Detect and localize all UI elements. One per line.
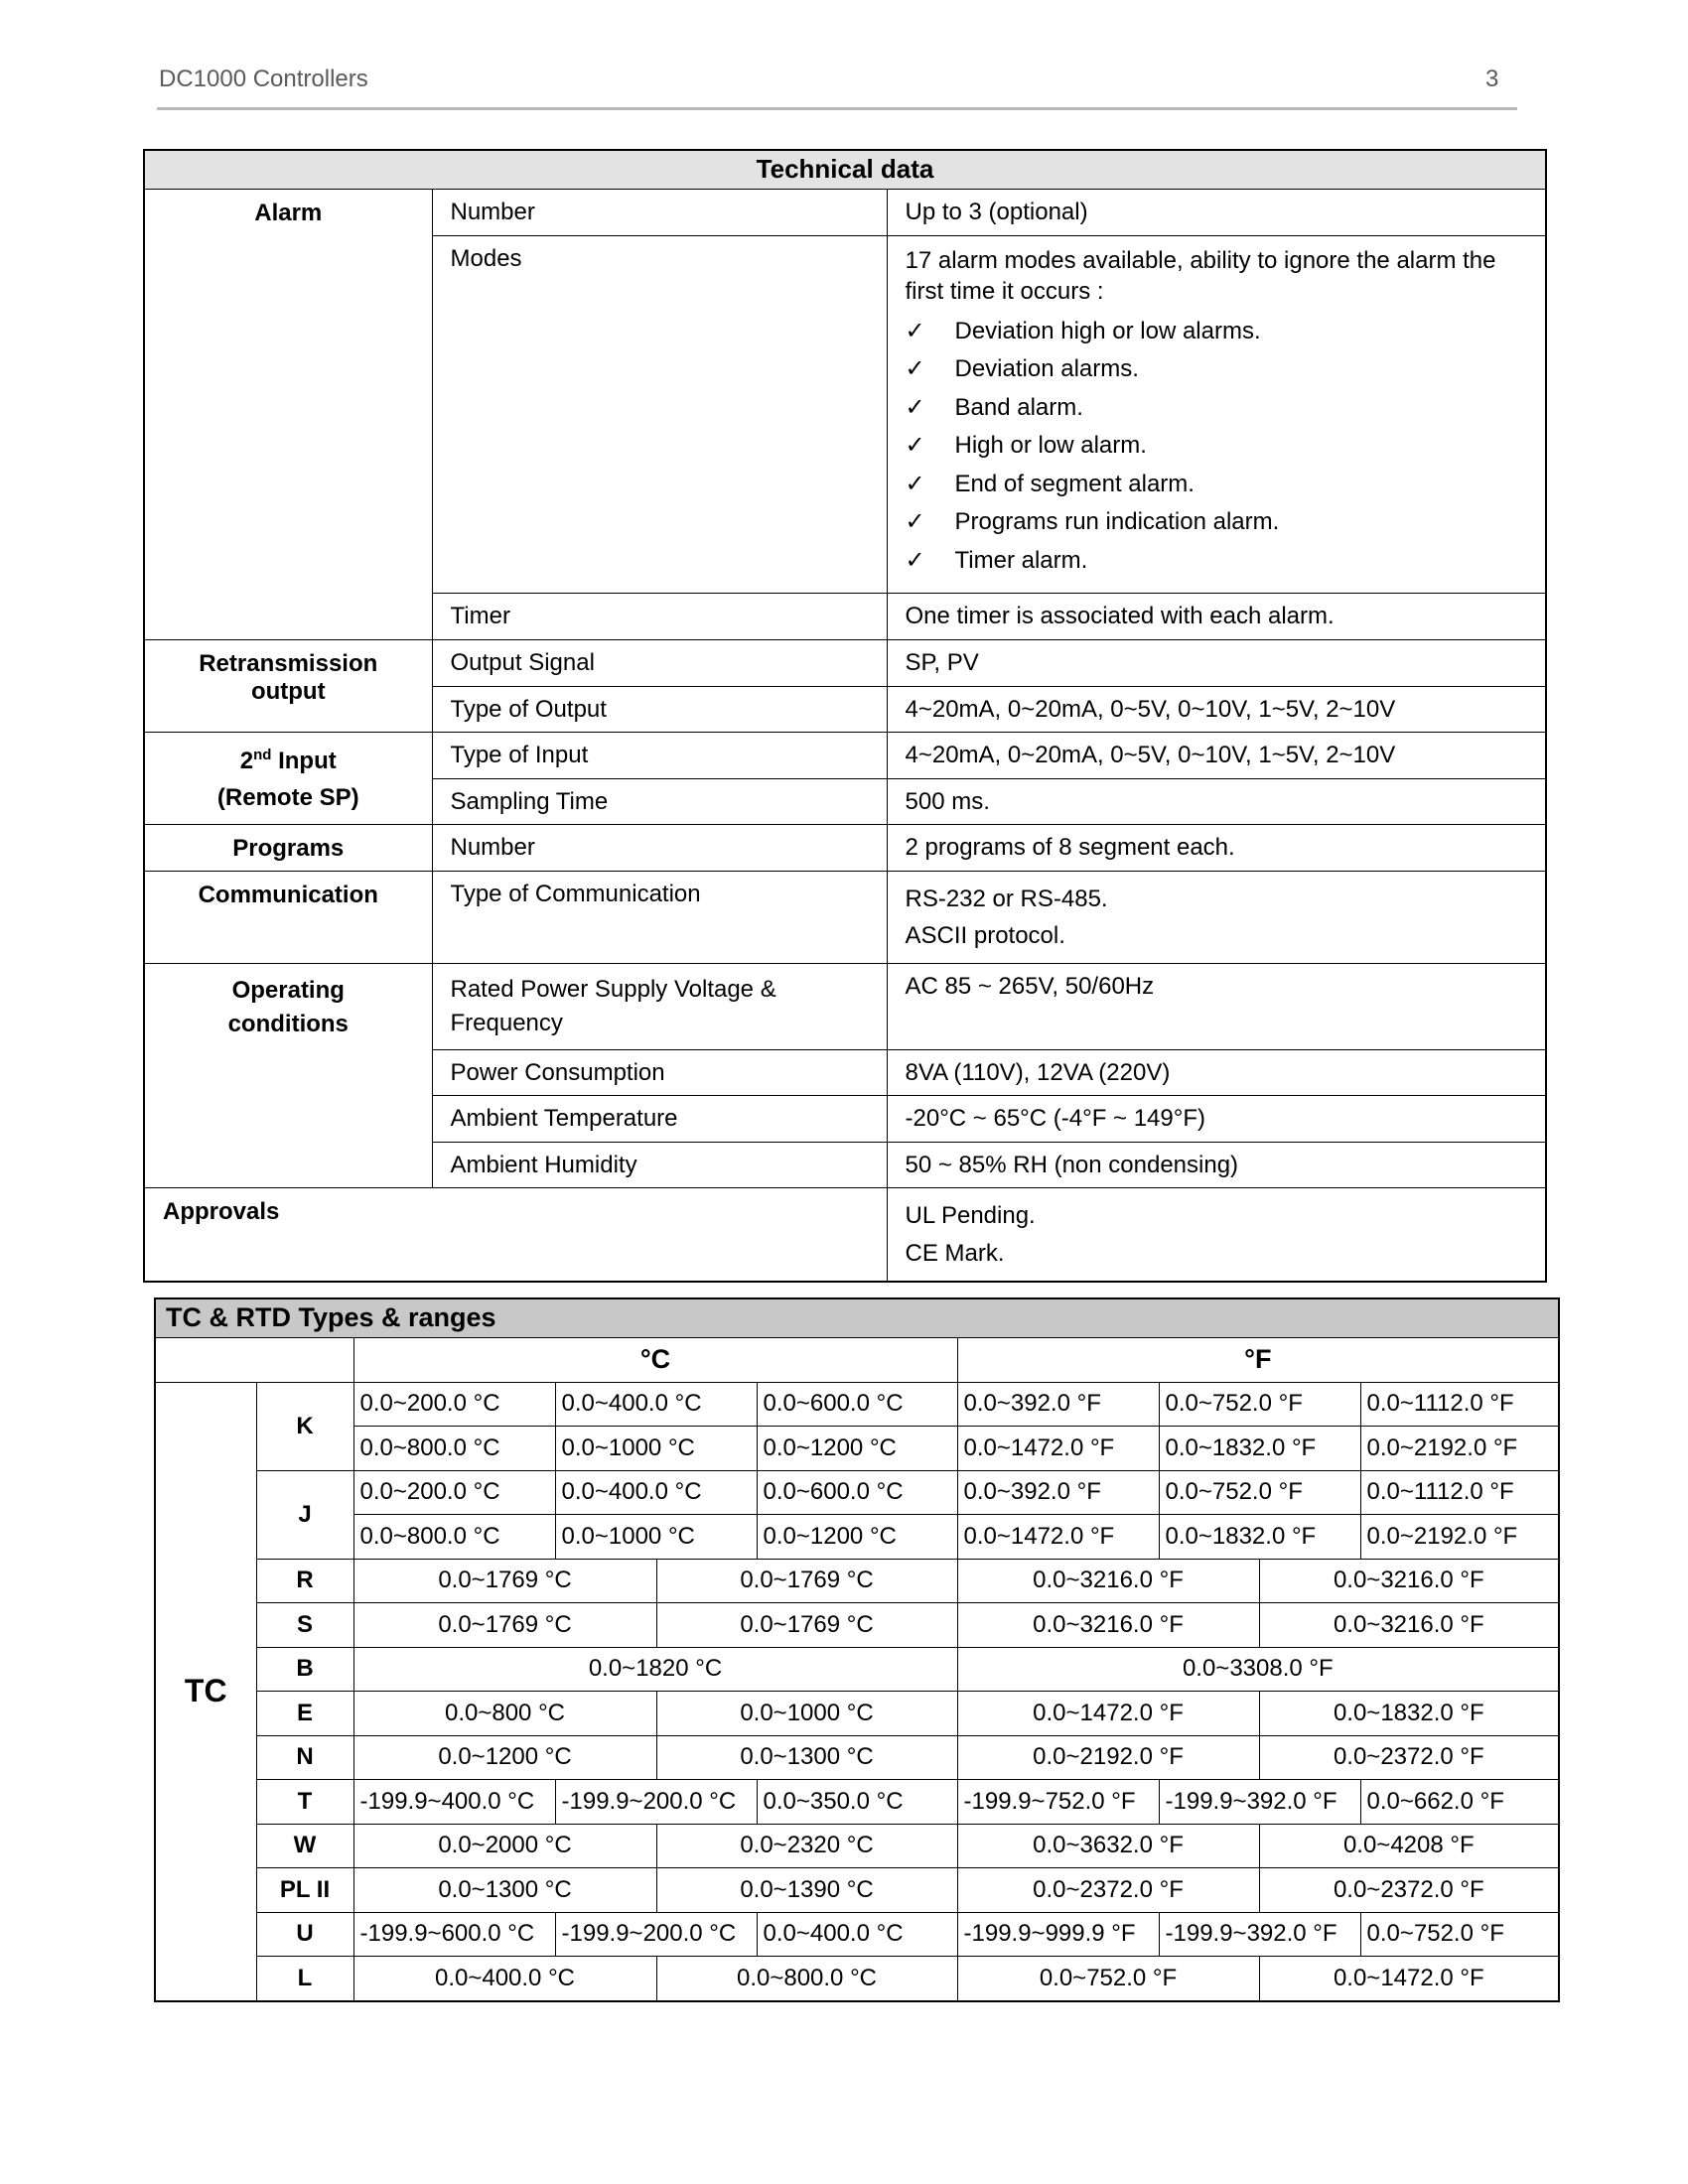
tc-rtd-title: TC & RTD Types & ranges	[155, 1298, 1559, 1338]
range-cell: 0.0~1300 °C	[353, 1868, 656, 1913]
sampling-time-label: Sampling Time	[432, 778, 887, 825]
checkmark-icon: ✓	[905, 546, 925, 574]
power-consumption-value: 8VA (110V), 12VA (220V)	[887, 1049, 1546, 1096]
range-cell: 0.0~752.0 °F	[1360, 1912, 1559, 1957]
retransmission-section-label: Retransmission output	[144, 640, 432, 733]
range-cell: 0.0~1200 °C	[757, 1427, 957, 1471]
list-item: ✓ Programs run indication alarm.	[906, 503, 1528, 542]
type-label-u: U	[256, 1912, 353, 1957]
range-cell: 0.0~752.0 °F	[1159, 1382, 1360, 1427]
range-cell: 0.0~3216.0 °F	[957, 1559, 1259, 1603]
range-cell: 0.0~1200 °C	[757, 1515, 957, 1560]
range-cell: 0.0~1000 °C	[555, 1515, 757, 1560]
sampling-time-value: 500 ms.	[887, 778, 1546, 825]
range-cell: 0.0~200.0 °C	[353, 1382, 555, 1427]
range-cell: 0.0~400.0 °C	[555, 1470, 757, 1515]
range-cell: 0.0~600.0 °C	[757, 1470, 957, 1515]
type-label-n: N	[256, 1735, 353, 1780]
range-cell: 0.0~1769 °C	[656, 1559, 957, 1603]
list-item: ✓ High or low alarm.	[906, 427, 1528, 466]
checkmark-icon: ✓	[905, 470, 925, 497]
range-cell: 0.0~1000 °C	[555, 1427, 757, 1471]
list-item: ✓ Deviation high or low alarms.	[906, 313, 1528, 351]
table-row	[155, 1912, 1559, 1957]
range-cell: 0.0~752.0 °F	[957, 1957, 1259, 2001]
list-item: ✓ Band alarm.	[906, 389, 1528, 428]
range-cell: 0.0~1832.0 °F	[1159, 1515, 1360, 1560]
checkmark-icon: ✓	[905, 508, 925, 536]
alarm-modes-list	[906, 313, 1528, 581]
range-cell: 0.0~800.0 °C	[353, 1427, 555, 1471]
list-item: ✓ Deviation alarms.	[906, 350, 1528, 389]
range-cell: 0.0~2192.0 °F	[957, 1735, 1259, 1780]
type-label-b: B	[256, 1647, 353, 1692]
approvals-value: UL Pending. CE Mark.	[887, 1188, 1546, 1282]
alarm-section-label: Alarm	[144, 190, 432, 640]
page-number: 3	[1485, 66, 1499, 92]
range-cell: 0.0~1000 °C	[656, 1692, 957, 1736]
range-cell: 0.0~800.0 °C	[656, 1957, 957, 2001]
communication-section-label: Communication	[144, 872, 432, 964]
type-label-k: K	[256, 1382, 353, 1470]
checkmark-icon: ✓	[905, 393, 925, 421]
programs-number-value: 2 programs of 8 segment each.	[887, 825, 1546, 872]
type-label-l: L	[256, 1957, 353, 2001]
list-item: ✓ Timer alarm.	[906, 542, 1528, 581]
type-label-s: S	[256, 1603, 353, 1648]
list-item: ✓ End of segment alarm.	[906, 466, 1528, 504]
table-row	[155, 1647, 1559, 1692]
celsius-header: °C	[353, 1338, 957, 1383]
range-cell: 0.0~3216.0 °F	[1259, 1603, 1559, 1648]
range-cell: -199.9~392.0 °F	[1159, 1912, 1360, 1957]
range-cell: 0.0~2372.0 °F	[1259, 1735, 1559, 1780]
range-cell: -199.9~200.0 °C	[555, 1912, 757, 1957]
range-cell: 0.0~2372.0 °F	[957, 1868, 1259, 1913]
range-cell: 0.0~1769 °C	[353, 1603, 656, 1648]
programs-number-label: Number	[432, 825, 887, 872]
range-cell: 0.0~400.0 °C	[353, 1957, 656, 2001]
range-cell: 0.0~200.0 °C	[353, 1470, 555, 1515]
communication-type-value: RS-232 or RS-485. ASCII protocol.	[887, 872, 1546, 964]
range-cell: 0.0~392.0 °F	[957, 1470, 1159, 1515]
table-row	[155, 1868, 1559, 1913]
type-label-e: E	[256, 1692, 353, 1736]
table-row	[155, 1824, 1559, 1868]
range-cell: -199.9~600.0 °C	[353, 1912, 555, 1957]
alarm-number-label: Number	[432, 190, 887, 236]
range-cell: 0.0~1200 °C	[353, 1735, 656, 1780]
alarm-modes-value	[887, 235, 1546, 594]
type-label-pl-ii: PL II	[256, 1868, 353, 1913]
alarm-timer-value: One timer is associated with each alarm.	[887, 594, 1546, 640]
range-cell: 0.0~1112.0 °F	[1360, 1382, 1559, 1427]
table-row	[155, 1515, 1559, 1560]
range-cell: 0.0~3216.0 °F	[957, 1603, 1259, 1648]
ambient-temperature-label: Ambient Temperature	[432, 1096, 887, 1143]
type-of-input-label: Type of Input	[432, 733, 887, 779]
checkmark-icon: ✓	[905, 355, 925, 383]
approvals-label: Approvals	[144, 1188, 887, 1282]
power-consumption-label: Power Consumption	[432, 1049, 887, 1096]
alarm-number-value: Up to 3 (optional)	[887, 190, 1546, 236]
technical-data-title: Technical data	[144, 150, 1546, 190]
range-cell: -199.9~999.9 °F	[957, 1912, 1159, 1957]
range-cell: 0.0~1112.0 °F	[1360, 1470, 1559, 1515]
range-cell: -199.9~400.0 °C	[353, 1780, 555, 1825]
output-signal-value: SP, PV	[887, 640, 1546, 687]
range-cell: 0.0~2372.0 °F	[1259, 1868, 1559, 1913]
second-input-section-label: 2nd Input (Remote SP)	[144, 733, 432, 825]
range-cell: 0.0~2192.0 °F	[1360, 1515, 1559, 1560]
range-cell: 0.0~1769 °C	[353, 1559, 656, 1603]
range-cell: 0.0~400.0 °C	[555, 1382, 757, 1427]
table-row	[155, 1735, 1559, 1780]
table-row	[155, 1470, 1559, 1515]
range-cell: 0.0~662.0 °F	[1360, 1780, 1559, 1825]
type-label-w: W	[256, 1824, 353, 1868]
table-row	[155, 1559, 1559, 1603]
range-cell: 0.0~1472.0 °F	[957, 1692, 1259, 1736]
range-cell: -199.9~392.0 °F	[1159, 1780, 1360, 1825]
range-cell: 0.0~2192.0 °F	[1360, 1427, 1559, 1471]
table-row	[155, 1382, 1559, 1427]
range-cell: 0.0~752.0 °F	[1159, 1470, 1360, 1515]
operating-conditions-section-label: Operating conditions	[144, 964, 432, 1188]
range-cell: 0.0~1390 °C	[656, 1868, 957, 1913]
range-cell: 0.0~1300 °C	[656, 1735, 957, 1780]
ambient-humidity-label: Ambient Humidity	[432, 1142, 887, 1188]
range-cell: 0.0~2320 °C	[656, 1824, 957, 1868]
header-divider	[157, 107, 1517, 110]
alarm-modes-label: Modes	[432, 235, 887, 594]
type-of-output-label: Type of Output	[432, 686, 887, 733]
type-of-output-value: 4~20mA, 0~20mA, 0~5V, 0~10V, 1~5V, 2~10V	[887, 686, 1546, 733]
type-label-j: J	[256, 1470, 353, 1559]
ambient-temperature-value: -20°C ~ 65°C (-4°F ~ 149°F)	[887, 1096, 1546, 1143]
output-signal-label: Output Signal	[432, 640, 887, 687]
range-cell: 0.0~800 °C	[353, 1692, 656, 1736]
range-cell: 0.0~350.0 °C	[757, 1780, 957, 1825]
checkmark-icon: ✓	[905, 432, 925, 460]
range-cell: 0.0~1472.0 °F	[957, 1427, 1159, 1471]
ambient-humidity-value: 50 ~ 85% RH (non condensing)	[887, 1142, 1546, 1188]
range-cell: 0.0~392.0 °F	[957, 1382, 1159, 1427]
document-title: DC1000 Controllers	[159, 66, 368, 92]
technical-data-table	[143, 149, 1547, 1283]
table-row	[155, 1780, 1559, 1825]
tc-group-label: TC	[155, 1382, 256, 2001]
alarm-modes-intro: 17 alarm modes available, ability to ignore the alarm the first time it occurs :	[905, 246, 1496, 305]
range-cell: 0.0~1832.0 °F	[1259, 1692, 1559, 1736]
rated-power-value: AC 85 ~ 265V, 50/60Hz	[887, 964, 1546, 1049]
range-cell: 0.0~400.0 °C	[757, 1912, 957, 1957]
table-row	[155, 1957, 1559, 2001]
table-row	[155, 1692, 1559, 1736]
range-cell: 0.0~1832.0 °F	[1159, 1427, 1360, 1471]
table-row	[155, 1603, 1559, 1648]
communication-type-label: Type of Communication	[432, 872, 887, 964]
range-cell: 0.0~2000 °C	[353, 1824, 656, 1868]
empty-header-cell	[155, 1338, 353, 1383]
range-cell: 0.0~4208 °F	[1259, 1824, 1559, 1868]
range-cell: 0.0~600.0 °C	[757, 1382, 957, 1427]
type-label-t: T	[256, 1780, 353, 1825]
range-cell: 0.0~1472.0 °F	[957, 1515, 1159, 1560]
fahrenheit-header: °F	[957, 1338, 1559, 1383]
range-cell: 0.0~1472.0 °F	[1259, 1957, 1559, 2001]
rated-power-label: Rated Power Supply Voltage & Frequency	[432, 964, 887, 1049]
range-cell: 0.0~3216.0 °F	[1259, 1559, 1559, 1603]
alarm-timer-label: Timer	[432, 594, 887, 640]
range-cell: -199.9~752.0 °F	[957, 1780, 1159, 1825]
range-cell: 0.0~1820 °C	[353, 1647, 957, 1692]
type-label-r: R	[256, 1559, 353, 1603]
checkmark-icon: ✓	[905, 317, 925, 344]
tc-rtd-ranges-table	[154, 1297, 1560, 2002]
programs-section-label: Programs	[144, 825, 432, 872]
range-cell: -199.9~200.0 °C	[555, 1780, 757, 1825]
range-cell: 0.0~1769 °C	[656, 1603, 957, 1648]
type-of-input-value: 4~20mA, 0~20mA, 0~5V, 0~10V, 1~5V, 2~10V	[887, 733, 1546, 779]
range-cell: 0.0~800.0 °C	[353, 1515, 555, 1560]
range-cell: 0.0~3632.0 °F	[957, 1824, 1259, 1868]
table-row	[155, 1427, 1559, 1471]
range-cell: 0.0~3308.0 °F	[957, 1647, 1559, 1692]
